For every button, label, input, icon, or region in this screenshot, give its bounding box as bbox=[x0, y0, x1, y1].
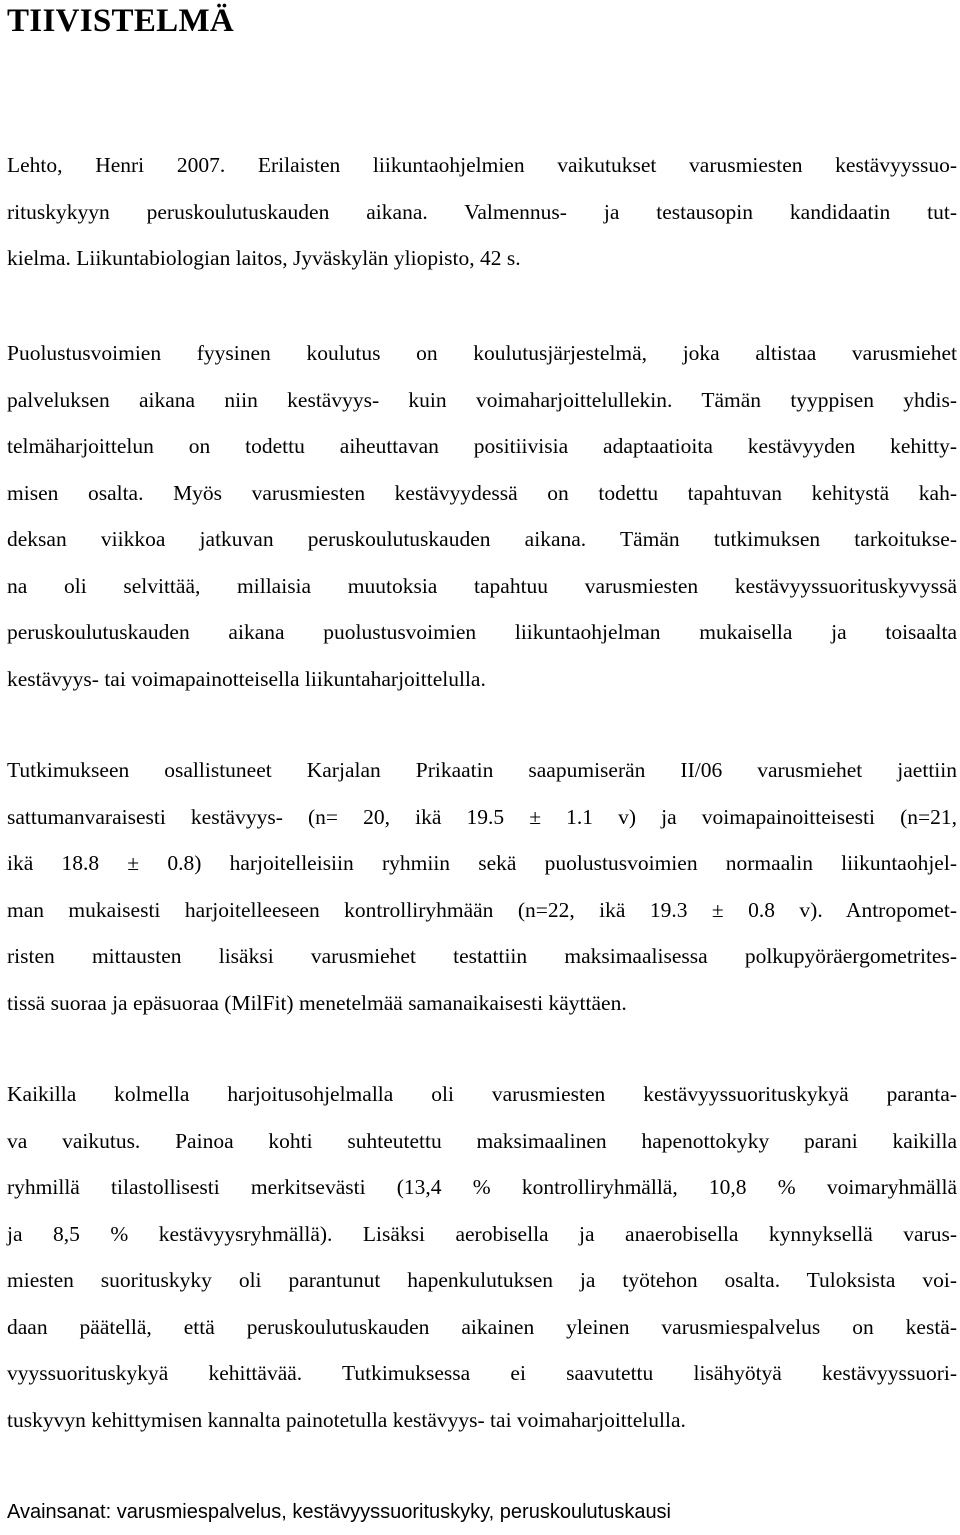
citation-paragraph bbox=[7, 142, 957, 282]
intro-line: misen osalta. Myös varusmiesten kestävyydessä on todettu tapahtuvan kehitystä kah- bbox=[7, 480, 957, 505]
intro-line: peruskoulutuskauden aikana puolustusvoimien liikuntaohjelman mukaisella ja toisaalta bbox=[7, 620, 957, 644]
citation-line: rituskykyyn peruskoulutuskauden aikana. Valmennus- ja testausopin kandidaatin tut- bbox=[7, 199, 957, 224]
results-line: ja 8,5 % kestävyysryhmällä). Lisäksi aerobisella ja anaerobisella kynnyksellä varus- bbox=[7, 1221, 957, 1246]
results-line: daan päätellä, että peruskoulutuskauden aikainen yleinen varusmiespalvelus on kestä- bbox=[7, 1314, 957, 1339]
citation-line: kielma. Liikuntabiologian laitos, Jyväskylän yliopisto, 42 s. bbox=[7, 246, 521, 270]
methods-line: Tutkimukseen osallistuneet Karjalan Prikaatin saapumiserän II/06 varusmiehet jaettiin bbox=[7, 758, 957, 782]
intro-line: telmäharjoittelun on todettu aiheuttavan positiivisia adaptaatioita kestävyyden kehitty- bbox=[7, 434, 957, 458]
intro-line: na oli selvittää, millaisia muutoksia tapahtuu varusmiesten kestävyyssuorituskyvyssä bbox=[7, 573, 957, 598]
results-line: Kaikilla kolmella harjoitusohjelmalla oli varusmiesten kestävyyssuorituskykyä paranta- bbox=[7, 1082, 957, 1106]
results-line: miesten suorituskyky oli parantunut hapenkulutuksen ja työtehon osalta. Tuloksista voi- bbox=[7, 1268, 957, 1292]
methods-line: risten mittausten lisäksi varusmiehet testattiin maksimaalisessa polkupyöräergometrites- bbox=[7, 944, 957, 968]
results-line: tuskyvyn kehittymisen kannalta painotetulla kestävyys- tai voimaharjoittelulla. bbox=[7, 1407, 686, 1432]
methods-line: ikä 18.8 ± 0.8) harjoitelleisiin ryhmiin sekä puolustusvoimien normaalin liikuntaohjel- bbox=[7, 851, 957, 875]
intro-line: palveluksen aikana niin kestävyys- kuin voimaharjoittelullekin. Tämän tyyppisen yhdis- bbox=[7, 387, 957, 412]
page-title: TIIVISTELMÄ bbox=[7, 3, 235, 39]
intro-line: deksan viikkoa jatkuvan peruskoulutuskauden aikana. Tämän tutkimuksen tarkoitukse- bbox=[7, 527, 957, 551]
methods-paragraph bbox=[7, 747, 957, 1026]
results-line: va vaikutus. Painoa kohti suhteutettu maksimaalinen hapenottokyky parani kaikilla bbox=[7, 1128, 957, 1153]
results-paragraph bbox=[7, 1071, 957, 1443]
keywords-line: Avainsanat: varusmiespalvelus, kestävyyssuorituskyky, peruskoulutuskausi bbox=[7, 1501, 672, 1523]
citation-line: Lehto, Henri 2007. Erilaisten liikuntaohjelmien vaikutukset varusmiesten kestävyyssuo- bbox=[7, 153, 957, 177]
results-line: vyyssuorituskykyä kehittävää. Tutkimuksessa ei saavutettu lisähyötyä kestävyyssuori- bbox=[7, 1361, 957, 1385]
results-line: ryhmillä tilastollisesti merkitsevästi (13,4 % kontrolliryhmällä, 10,8 % voimaryhmällä bbox=[7, 1175, 957, 1199]
methods-line: tissä suoraa ja epäsuoraa (MilFit) menetelmää samanaikaisesti käyttäen. bbox=[7, 990, 627, 1015]
methods-line: man mukaisesti harjoitelleeseen kontrolliryhmään (n=22, ikä 19.3 ± 0.8 v). Antropomet- bbox=[7, 897, 957, 922]
methods-line: sattumanvaraisesti kestävyys- (n= 20, ikä 19.5 ± 1.1 v) ja voimapainoitteisesti (n=21, bbox=[7, 804, 957, 829]
intro-line: kestävyys- tai voimapainotteisella liikuntaharjoittelulla. bbox=[7, 666, 486, 691]
intro-line: Puolustusvoimien fyysinen koulutus on koulutusjärjestelmä, joka altistaa varusmiehet bbox=[7, 341, 957, 365]
intro-paragraph bbox=[7, 330, 957, 702]
